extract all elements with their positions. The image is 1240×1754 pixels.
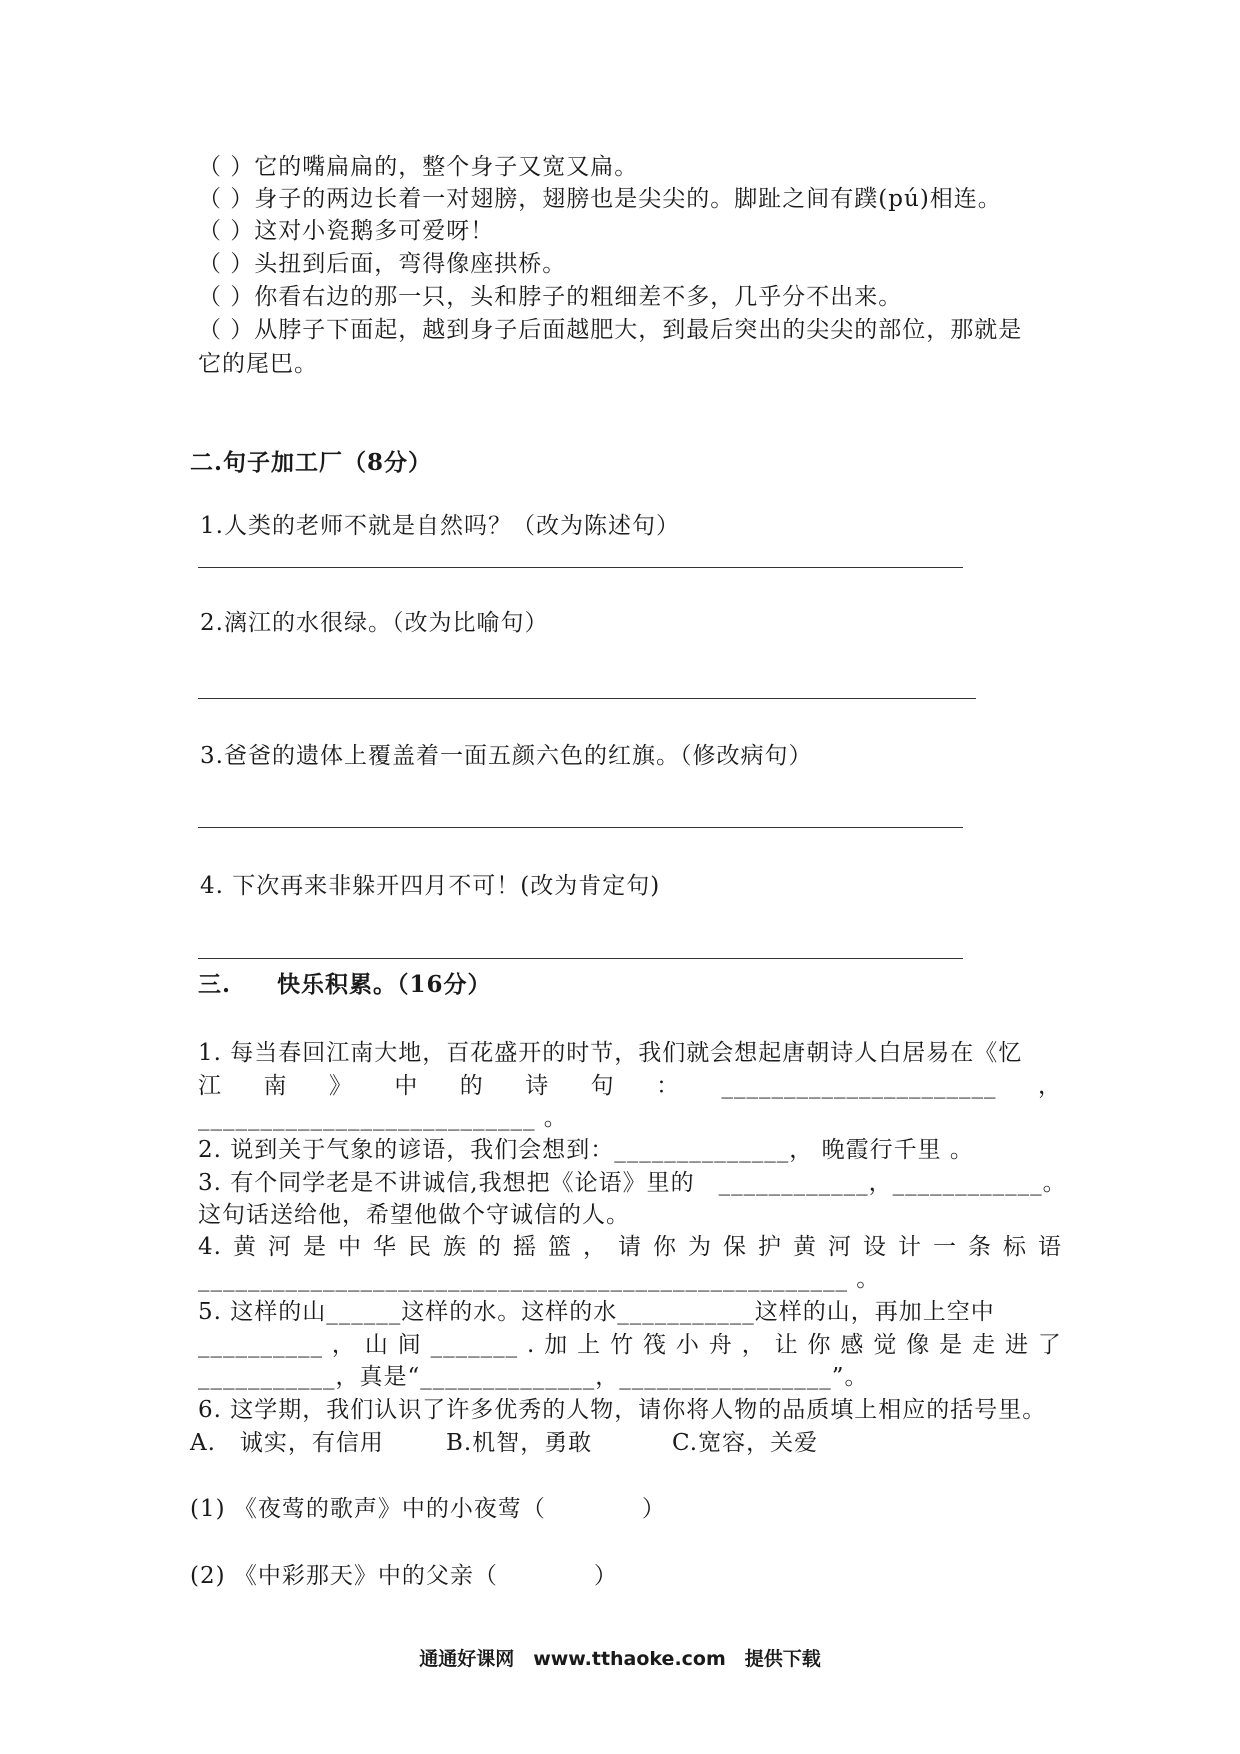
char: 诗 — [525, 1073, 550, 1099]
char: 请 — [617, 1234, 642, 1260]
char: 华 — [372, 1234, 397, 1260]
section-3-heading: 快乐积累。（16分） — [277, 971, 492, 998]
section-3-question-4-line-2: ____________________________________________________ 。 — [198, 1266, 881, 1292]
char: 的 — [459, 1073, 484, 1099]
blank: __________ — [198, 1332, 323, 1358]
section-2-question-1: 1.人类的老师不就是自然吗？（改为陈述句） — [200, 513, 680, 539]
char: 保 — [722, 1234, 747, 1260]
char: 族 — [442, 1234, 467, 1260]
section-3-question-2: 2. 说到关于气象的谚语，我们会想到：______________， 晚霞行千里 。 — [198, 1137, 974, 1163]
char: 摇 — [512, 1234, 537, 1260]
char: 标 — [1002, 1234, 1027, 1260]
char: 走 — [972, 1332, 997, 1358]
section-3-question-1-line-1: 1. 每当春回江南大地，百花盛开的时节，我们就会想起唐朝诗人白居易在《忆 — [198, 1040, 1023, 1066]
char: 南 — [263, 1073, 288, 1099]
char: 小 — [675, 1332, 700, 1358]
section-3-question-3-line-2: 这句话送给他，希望他做个守诚信的人。 — [198, 1202, 630, 1228]
option-b: B.机智，勇敢 — [446, 1430, 593, 1456]
char: 像 — [906, 1332, 931, 1358]
char: ， — [331, 1332, 356, 1358]
char: 黄 — [792, 1234, 817, 1260]
char: 竹 — [610, 1332, 635, 1358]
char: 你 — [807, 1332, 832, 1358]
char: . — [527, 1332, 536, 1358]
char: 句 — [590, 1073, 615, 1099]
order-line-6: （ ）从脖子下面起，越到身子后面越肥大，到最后突出的尖尖的部位，那就是 — [198, 317, 1023, 343]
char: 》 — [328, 1073, 353, 1099]
char: 感 — [840, 1332, 865, 1358]
char: 中 — [337, 1234, 362, 1260]
char: 河 — [827, 1234, 852, 1260]
char: 你 — [652, 1234, 677, 1260]
section-2-question-3: 3.爸爸的遗体上覆盖着一面五颜六色的红旗。（修改病句） — [200, 743, 813, 769]
char: 了 — [1037, 1332, 1062, 1358]
section-3-heading-number: 三. — [198, 971, 232, 998]
char: 加 — [544, 1332, 569, 1358]
char: ， — [582, 1234, 607, 1260]
char: 上 — [577, 1332, 602, 1358]
char: 江 — [198, 1073, 222, 1099]
char: 黄 — [232, 1234, 257, 1260]
order-line-5: （ ）你看右边的那一只，头和脖子的粗细差不多，几乎分不出来。 — [198, 284, 903, 310]
char: ， — [1037, 1073, 1062, 1099]
char: 是 — [302, 1234, 327, 1260]
char: 中 — [394, 1073, 419, 1099]
section-3-sub-question-2: (2) 《中彩那天》中的父亲（ ） — [190, 1563, 618, 1589]
char: 条 — [967, 1234, 992, 1260]
footer-credit: 通通好课网 www.tthaoke.com 提供下载 — [419, 1648, 821, 1670]
order-line-2: （ ）身子的两边长着一对翅膀，翅膀也是尖尖的。脚趾之间有蹼(pú)相连。 — [198, 186, 1002, 212]
char: 河 — [267, 1234, 292, 1260]
answer-line-2-4 — [198, 958, 963, 959]
char: 4. — [198, 1234, 222, 1260]
order-line-3: （ ）这对小瓷鹅多可爱呀！ — [198, 218, 495, 244]
section-3-question-4-line-1 — [198, 1232, 1062, 1262]
section-2-question-2: 2.漓江的水很绿。（改为比喻句） — [200, 610, 549, 636]
char: 篮 — [547, 1234, 572, 1260]
answer-line-2-1 — [198, 567, 963, 568]
char: 设 — [862, 1234, 887, 1260]
char: 让 — [774, 1332, 799, 1358]
char: 筏 — [642, 1332, 667, 1358]
section-3-question-1-line-2 — [198, 1071, 1062, 1101]
char: 间 — [397, 1332, 422, 1358]
char: 一 — [932, 1234, 957, 1260]
blank: ______________________ — [721, 1073, 997, 1099]
char: 计 — [897, 1234, 922, 1260]
char: 护 — [757, 1234, 782, 1260]
char: 民 — [407, 1234, 432, 1260]
char: ： — [656, 1073, 681, 1099]
char: 进 — [1004, 1332, 1029, 1358]
section-3-question-5-line-2 — [198, 1330, 1062, 1360]
option-c: C.宽容，关爱 — [672, 1430, 819, 1456]
section-3-question-6: 6. 这学期，我们认识了许多优秀的人物，请你将人物的品质填上相应的括号里。 — [198, 1397, 1047, 1423]
option-a: A. 诚实，有信用 — [190, 1430, 384, 1456]
char: ， — [741, 1332, 766, 1358]
section-2-question-4: 4. 下次再来非躲开四月不可！(改为肯定句) — [200, 873, 661, 899]
order-line-7: 它的尾巴。 — [198, 351, 318, 377]
char: 语 — [1037, 1234, 1062, 1260]
char: 的 — [477, 1234, 502, 1260]
section-3-question-1-line-3: ___________________________ 。 — [198, 1105, 568, 1131]
order-line-4: （ ）头扭到后面，弯得像座拱桥。 — [198, 251, 567, 277]
char: 为 — [687, 1234, 712, 1260]
section-3-sub-question-1: (1) 《夜莺的歌声》中的小夜莺（ ） — [190, 1496, 666, 1522]
order-line-1: （ ）它的嘴扁扁的，整个身子又宽又扁。 — [198, 154, 639, 180]
section-3-question-5-line-1: 5. 这样的山______这样的水。这样的水___________这样的山，再加上空中 — [198, 1299, 995, 1325]
char: 觉 — [873, 1332, 898, 1358]
char: 是 — [939, 1332, 964, 1358]
section-3-question-5-line-3: ___________，真是“______________，_________________”。 — [198, 1364, 869, 1390]
blank: _______ — [430, 1332, 519, 1358]
char: 山 — [364, 1332, 389, 1358]
answer-line-2-2 — [198, 698, 976, 699]
answer-line-2-3 — [198, 827, 963, 828]
section-2-heading: 二.句子加工厂（8分） — [190, 449, 433, 476]
char: 舟 — [708, 1332, 733, 1358]
section-3-question-3-line-1: 3. 有个同学老是不讲诚信,我想把《论语》里的 ____________，____________。 — [198, 1170, 1067, 1196]
